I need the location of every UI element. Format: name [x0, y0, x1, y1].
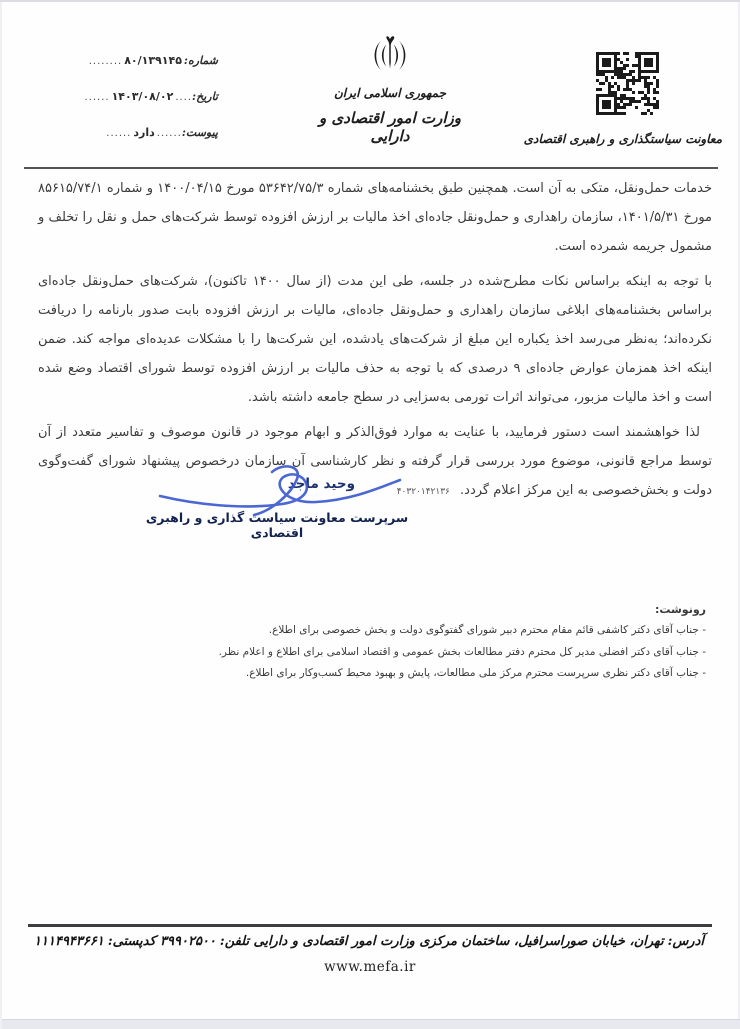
cc-item: - جناب آقای دکتر کاشفی قائم مقام محترم دبیر شورای گفتوگوی دولت و بخش خصوصی برای اطلاع.	[268, 624, 706, 636]
header-divider	[24, 167, 718, 169]
cc-section	[218, 603, 706, 685]
signature-block	[122, 464, 427, 539]
leader-dots: ........	[88, 56, 123, 67]
cc-heading: رونوشت:	[654, 603, 706, 616]
letter-attachment-value: دارد	[133, 126, 155, 139]
reference-fields	[28, 54, 218, 162]
letter-date-row	[28, 90, 218, 103]
leader-dots: ......	[84, 92, 110, 103]
letter-number-value: ۸۰/۱۳۹۱۴۵	[124, 54, 182, 67]
footer-contact-row	[34, 934, 704, 949]
footer-address-label: آدرس:	[667, 934, 704, 949]
cc-item: - جناب آقای دکتر نظری سرپرست محترم مرکز ملی مطالعات، پایش و بهبود محیط کسب‌وکار برای اطلاع.	[245, 667, 706, 679]
scan-bottom-edge	[0, 1019, 740, 1029]
footer-divider	[28, 924, 712, 927]
ministry-name: وزارت امور اقتصادی و دارایی	[319, 109, 461, 145]
body-paragraph: با توجه به اینکه براساس نکات مطرح‌شده در جلسه، طی این مدت (از سال ۱۴۰۰ تاکنون)، شرکت‌های حمل‌ونقل جاده‌ای براساس بخشنامه‌های ابلاغی سازمان راهداری و حمل‌ونقل جاده‌ای، مالیات بر ارزش افزوده بابت صدور بارنامه را دریافت نکرده‌اند؛ به‌نظر می‌رسد اخذ یکباره این مبلغ از شرکت‌های یادشده، این شرکت‌ها را با مشکلات عدیده‌ای مواجه کند. ضمن اینکه اخذ همزمان عوارض جاده‌ای ۹ درصدی که با توجه به حذف مالیات بر ارزش افزوده توسط شورای اقتصاد وضع شده است و اخذ مالیات مزبور، می‌تواند اثرات تورمی به‌سزایی در سطح جامعه داشته باشد.	[38, 274, 712, 405]
footer-postal-label: کدپستی:	[107, 934, 156, 949]
leader-dots: ......	[106, 128, 132, 139]
department-name: معاونت سیاستگذاری و راهبری اقتصادی	[523, 132, 722, 146]
country-name: جمهوری اسلامی ایران	[333, 86, 447, 100]
cc-item: - جناب آقای دکتر افضلی مدیر کل محترم دفتر مطالعات بخش عمومی و اقتصاد اسلامی برای اطلاع و اعلام نظر.	[218, 645, 706, 658]
leader-dots: ......	[156, 128, 182, 139]
footer-postal-value: ۱۱۱۴۹۴۳۶۶۱	[34, 934, 104, 949]
letter-date-label: تاریخ:	[192, 90, 218, 103]
footer-phone-value: ۳۹۹۰۲۵۰۰	[160, 934, 216, 949]
footer-address-value: تهران، خیابان صوراسرافیل، ساختمان مرکزی وزارت امور اقتصادی و دارایی	[253, 934, 664, 949]
body-paragraph-text: لذا خواهشمند است دستور فرمایید، با عنایت به موارد فوق‌الذکر و ابهام موجود در قانون موصوف و تفاسیر متعدد از آن توسط مراجع قانونی، موضوع مورد بررسی قرار گرفته و نظر کارشناسی آن سازمان درخصوص پیشنهاد شورای گفت‌وگوی دولت و بخش‌خصوصی به این مرکز اعلام گردد.	[38, 425, 712, 498]
letterhead-right	[523, 52, 722, 146]
letter-attachment-row	[28, 126, 218, 139]
tracking-number: ۴۰۳۲۰۱۴۲۱۳۶	[396, 487, 450, 497]
iran-emblem-icon	[368, 30, 412, 82]
signer-title: سرپرست معاونت سیاست گذاری و راهبری اقتصادی	[145, 510, 409, 540]
letterhead-center	[298, 30, 482, 145]
footer-website: www.mefa.ir	[324, 959, 416, 975]
footer-address	[253, 934, 704, 949]
leader-dots: ....	[175, 92, 193, 103]
signer-name: وحید ماجد	[287, 476, 355, 492]
qr-code	[596, 52, 659, 115]
body-paragraph: خدمات حمل‌ونقل، متکی به آن است. همچنین طبق بخشنامه‌های شماره ۵۳۶۴۲/۷۵/۳ مورخ ۱۴۰۰/۰۴/۱۵ و شماره ۸۵۶۱۵/۷۴/۱ مورخ ۱۴۰۱/۵/۳۱، سازمان راهداری و حمل‌ونقل جاده‌ای اخذ مالیات بر ارزش افزوده توسط شرکت‌های حمل و نقل را تخلف و مشمول جریمه شمرده است.	[38, 181, 713, 254]
letter-date-value: ۱۴۰۳/۰۸/۰۲	[111, 90, 174, 103]
letter-attachment-label: پیوست:	[181, 126, 218, 139]
letter-number-row	[28, 54, 218, 67]
letter-number-label: شماره:	[183, 54, 218, 67]
footer-phone-label: تلفن:	[219, 934, 250, 949]
footer-phone	[160, 934, 249, 949]
footer-postal	[34, 934, 156, 949]
